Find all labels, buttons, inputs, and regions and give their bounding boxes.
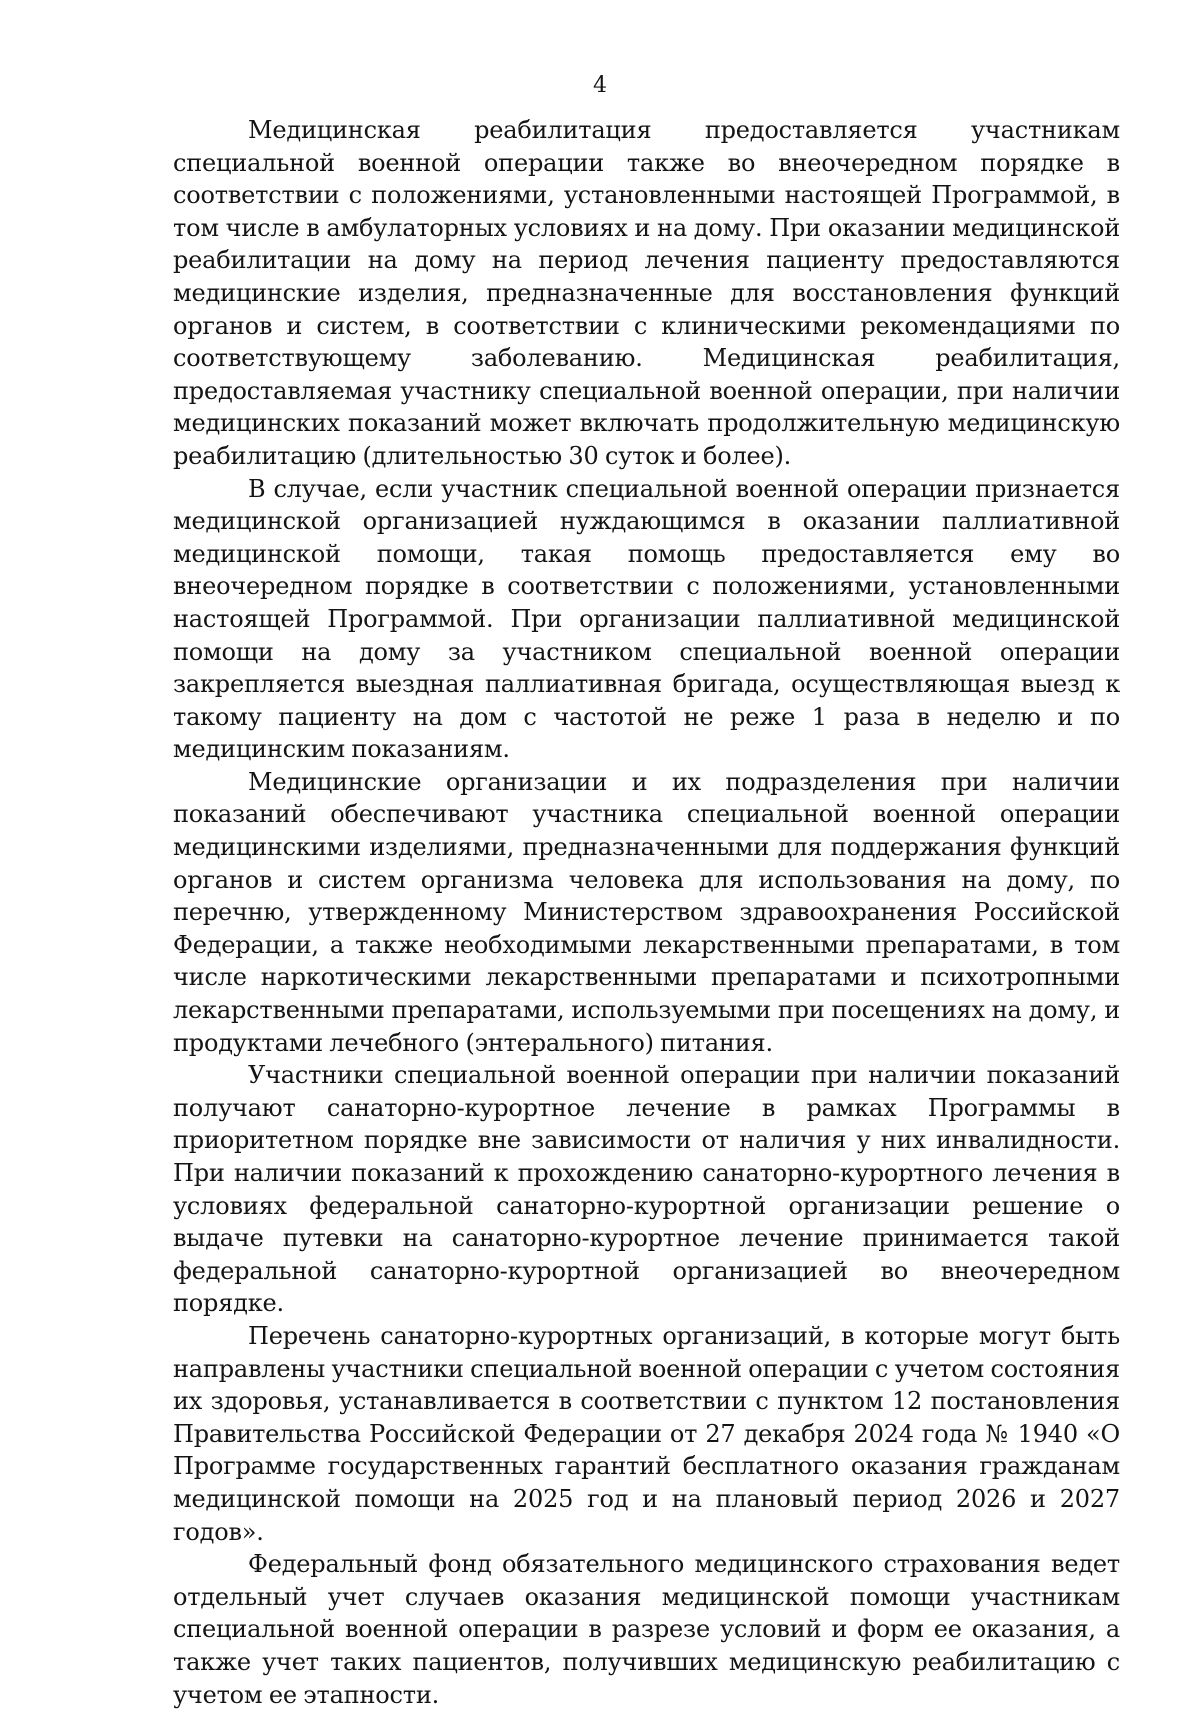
paragraph-palliative-care: В случае, если участник специальной военной операции признается медицинской организацией нуждающимся в оказании паллиативной медицинской помощи, такая помощь предоставляется ему во внеочередном порядке в соответствии с положениями, установленными настоящей Программой. При организации паллиативной медицинской помощи на дому за участником специальной военной операции закрепляется выездная паллиативная бригада, осуществляющая выезд к такому пациенту на дом с частотой не реже 1 раза в неделю и по медицинским показаниям.	[173, 474, 1120, 764]
paragraph-medical-devices: Медицинские организации и их подразделения при наличии показаний обеспечивают участника специальной военной операции медицинскими изделиями, предназначенными для поддержания функций органов и систем организма человека для использования на дому, по перечню, утвержденному Министерством здравоохранения Российской Федерации, а также необходимыми лекарственными препаратами, в том числе наркотическими лекарственными препаратами и психотропными лекарственными препаратами, используемыми при посещениях на дому, и продуктами лечебного (энтерального) питания.	[173, 767, 1120, 1057]
document-body	[173, 114, 1120, 1711]
paragraph-sanatorium-treatment: Участники специальной военной операции при наличии показаний получают санаторно-курортное лечение в рамках Программы в приоритетном порядке вне зависимости от наличия у них инвалидности. При наличии показаний к прохождению санаторно-курортного лечения в условиях федеральной санаторно-курортной организации решение о выдаче путевки на санаторно-курортное лечение принимается такой федеральной санаторно-курортной организацией во внеочередном порядке.	[173, 1061, 1120, 1318]
paragraph-insurance-fund-accounting: Федеральный фонд обязательного медицинского страхования ведет отдельный учет случаев оказания медицинской помощи участникам специальной военной операции в разрезе условий и форм ее оказания, а также учет таких пациентов, получивших медицинскую реабилитацию с учетом ее этапности.	[173, 1550, 1120, 1709]
page-number: 4	[593, 73, 607, 98]
paragraph-medical-rehabilitation: Медицинская реабилитация предоставляется участникам специальной военной операции также во внеочередном порядке в соответствии с положениями, установленными настоящей Программой, в том числе в амбулаторных условиях и на дому. При оказании медицинской реабилитации на дому на период лечения пациенту предоставляются медицинские изделия, предназначенные для восстановления функций органов и систем, в соответствии с клиническими рекомендациями по соответствующему заболеванию. Медицинская реабилитация, предоставляемая участнику специальной военной операции, при наличии медицинских показаний может включать продолжительную медицинскую реабилитацию (длительностью 30 суток и более).	[173, 116, 1120, 470]
paragraph-sanatorium-list: Перечень санаторно-курортных организаций, в которые могут быть направлены участники специальной военной операции с учетом состояния их здоровья, устанавливается в соответствии с пунктом 12 постановления Правительства Российской Федерации от 27 декабря 2024 года № 1940 «О Программе государственных гарантий бесплатного оказания гражданам медицинской помощи на 2025 год и на плановый период 2026 и 2027 годов».	[173, 1321, 1120, 1546]
